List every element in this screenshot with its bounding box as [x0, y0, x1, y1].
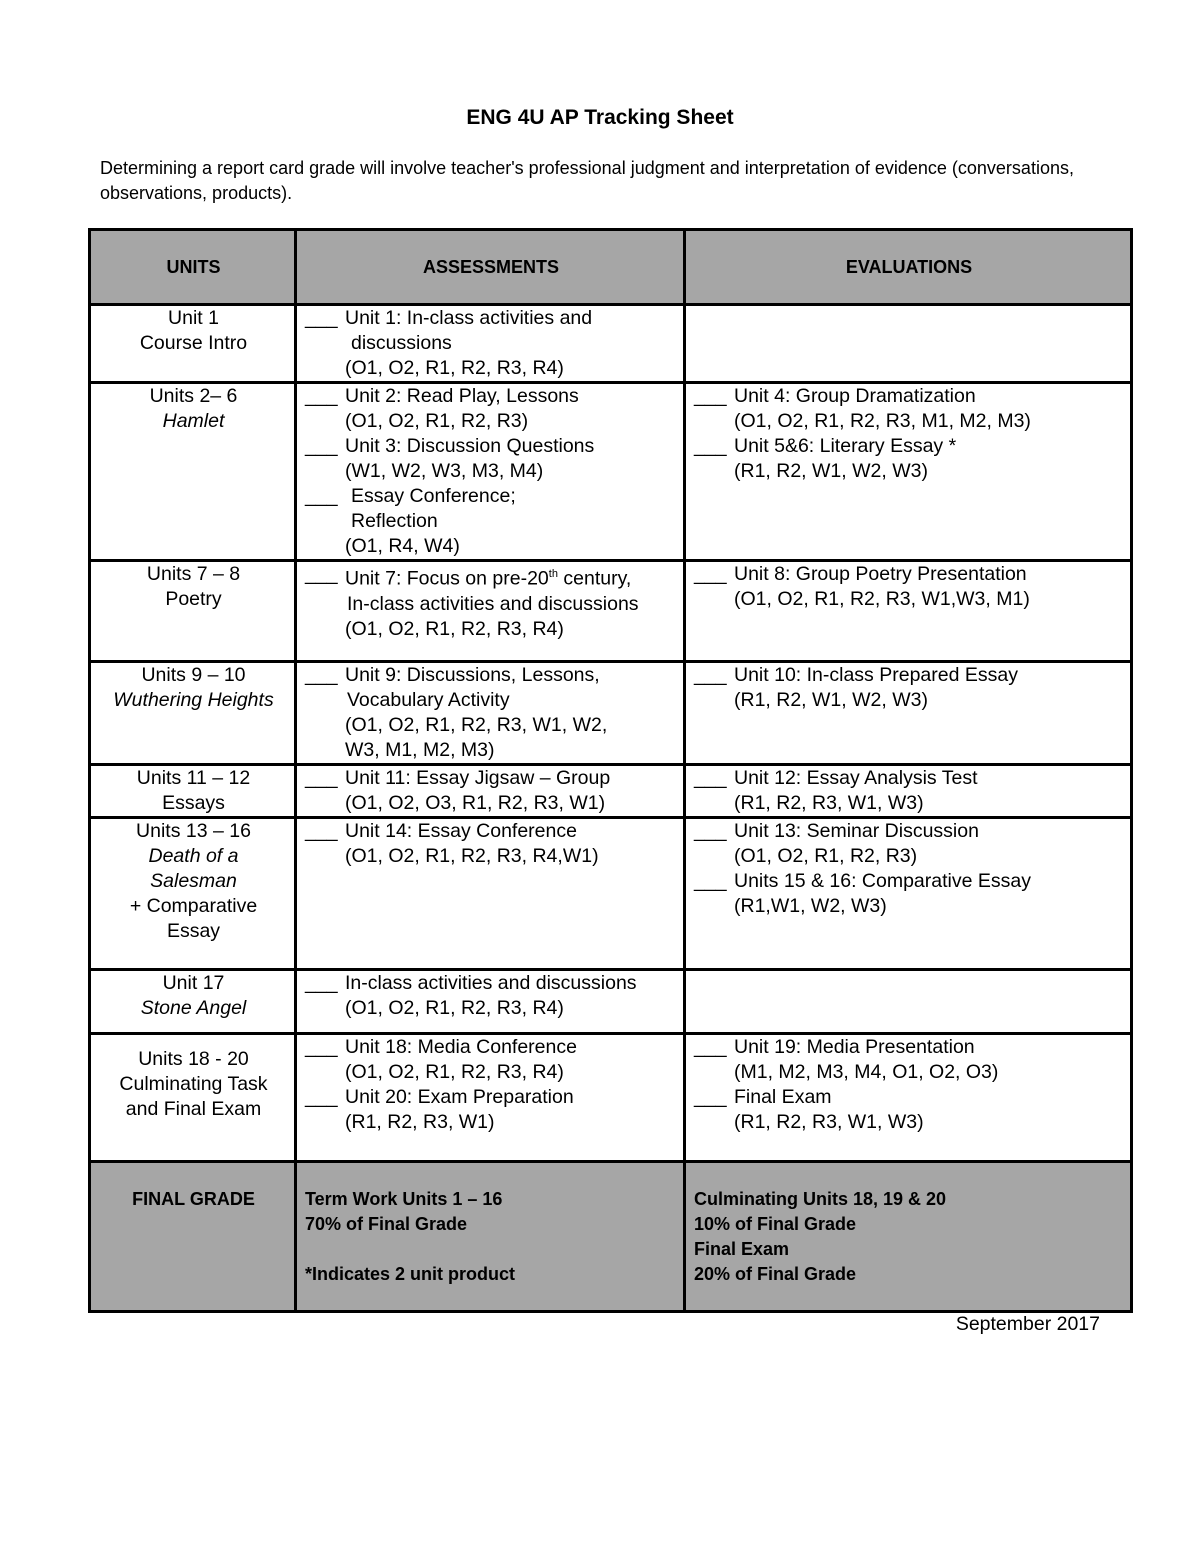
item-codes: (O1, O2, R1, R2, R3, R4,W1): [345, 845, 599, 867]
evaluation-cell: [685, 970, 1132, 1034]
checkbox-blank[interactable]: ___: [305, 972, 338, 994]
item-text: Unit 19: Media Presentation: [734, 1036, 975, 1058]
table-row: [90, 305, 1132, 383]
assessment-cell: [296, 383, 685, 561]
unit-topic: + Comparative: [129, 895, 258, 917]
assessment-item: [305, 971, 677, 996]
item-text: Unit 3: Discussion Questions: [345, 435, 595, 457]
document-date: September 2017: [955, 1313, 1100, 1335]
table-row: [90, 1034, 1132, 1162]
unit-topic: Hamlet: [162, 410, 225, 432]
item-text: Unit 8: Group Poetry Presentation: [734, 563, 1027, 585]
item-text: Unit 20: Exam Preparation: [345, 1086, 574, 1108]
table-row: [90, 383, 1132, 561]
checkbox-blank[interactable]: ___: [694, 385, 727, 407]
item-codes: (O1, O2, R1, R2, R3): [734, 845, 918, 867]
evaluation-cell: [685, 561, 1132, 662]
item-text-cont: Reflection: [351, 510, 438, 532]
evaluation-cell: [685, 818, 1132, 970]
unit-cell: [90, 818, 296, 970]
checkbox-blank[interactable]: ___: [305, 563, 338, 585]
item-text: Final Exam: [734, 1086, 832, 1108]
assessment-cell: [296, 662, 685, 765]
item-text: Unit 9: Discussions, Lessons,: [345, 664, 600, 686]
item-codes: (O1, O2, R1, R2, R3, M1, M2, M3): [734, 410, 1031, 432]
checkbox-blank[interactable]: ___: [694, 664, 727, 686]
item-text-cont: In-class activities and discussions: [347, 592, 639, 615]
assessment-item: [305, 306, 677, 331]
item-codes: (O1, O2, R1, R2, R3, R4): [345, 357, 564, 379]
assessment-item: [305, 434, 677, 459]
item-text: Unit 4: Group Dramatization: [734, 385, 976, 407]
item-text: Unit 18: Media Conference: [345, 1036, 577, 1058]
table-row: [90, 970, 1132, 1034]
assessment-item: [305, 663, 677, 688]
checkbox-blank[interactable]: ___: [305, 385, 338, 407]
culminating-title: Culminating Units 18, 19 & 20: [694, 1189, 947, 1209]
unit-topic: Essays: [162, 792, 225, 814]
final-grade-label: FINAL GRADE: [90, 1162, 296, 1312]
checkbox-blank[interactable]: ___: [694, 820, 727, 842]
unit-topic: and Final Exam: [125, 1098, 262, 1120]
item-codes: (R1, R2, R3, W1, W3): [734, 792, 924, 814]
assessment-cell: [296, 561, 685, 662]
unit-label: Unit 17: [162, 972, 225, 994]
item-codes: (R1, R2, R3, W1): [345, 1111, 495, 1133]
evaluation-item: [694, 819, 1124, 844]
evaluation-item: [694, 1035, 1124, 1060]
item-codes: (O1, O2, O3, R1, R2, R3, W1): [345, 792, 606, 814]
item-text: Unit 10: In-class Prepared Essay: [734, 664, 1018, 686]
evaluation-cell: [685, 662, 1132, 765]
unit-topic: Poetry: [165, 588, 222, 610]
checkbox-blank[interactable]: ___: [305, 435, 338, 457]
checkbox-blank[interactable]: ___: [694, 1086, 727, 1108]
unit-topic: Essay: [166, 920, 221, 942]
item-codes: (O1, O2, R1, R2, R3, W1, W2,: [345, 714, 608, 736]
unit-label: Units 11 – 12: [136, 767, 251, 789]
checkbox-blank[interactable]: ___: [305, 664, 338, 686]
header-assessments: ASSESSMENTS: [296, 230, 685, 305]
unit-label: Units 18 - 20: [138, 1048, 249, 1070]
table-row: [90, 662, 1132, 765]
unit-cell: [90, 561, 296, 662]
assessment-item: [305, 1035, 677, 1060]
unit-label: Units 7 – 8: [146, 563, 241, 585]
unit-topic: Stone Angel: [140, 997, 247, 1019]
evaluation-cell: [685, 305, 1132, 383]
header-evaluations: EVALUATIONS: [685, 230, 1132, 305]
intro-paragraph: Determining a report card grade will involve teacher's professional judgment and interpretation of evidence (conversations, observations, products).: [100, 158, 1074, 203]
unit-topic: Course Intro: [139, 332, 248, 354]
unit-cell: [90, 765, 296, 818]
tracking-table: [88, 228, 1133, 1313]
item-codes: (R1, R2, W1, W2, W3): [734, 689, 928, 711]
assessment-cell: [296, 765, 685, 818]
item-text: In-class activities and discussions: [345, 972, 637, 994]
evaluation-item: [694, 562, 1124, 587]
assessment-cell: [296, 970, 685, 1034]
table-row: [90, 818, 1132, 970]
checkbox-blank[interactable]: ___: [694, 435, 727, 457]
assessment-item: [305, 1085, 677, 1110]
evaluation-cell: [685, 383, 1132, 561]
culminating-cell: [685, 1162, 1132, 1312]
item-text: Unit 7: Focus on pre-20th century,: [345, 567, 632, 590]
assessment-item: [305, 819, 677, 844]
item-text-cont: Vocabulary Activity: [347, 689, 510, 711]
item-codes: (R1,W1, W2, W3): [734, 895, 887, 917]
checkbox-blank[interactable]: ___: [305, 1036, 338, 1058]
item-text: Unit 11: Essay Jigsaw – Group: [345, 767, 611, 789]
unit-cell: [90, 1034, 296, 1162]
item-codes: (O1, O2, R1, R2, R3, R4): [345, 617, 564, 640]
assessment-item: [305, 384, 677, 409]
table-row: [90, 765, 1132, 818]
unit-cell: [90, 662, 296, 765]
term-work-title: Term Work Units 1 – 16: [305, 1189, 503, 1209]
checkbox-blank[interactable]: ___: [305, 767, 338, 789]
evaluation-item: [694, 384, 1124, 409]
item-codes: (O1, R4, W4): [345, 535, 460, 557]
term-work-cell: [296, 1162, 685, 1312]
evaluation-cell: [685, 1034, 1132, 1162]
table-row: [90, 561, 1132, 662]
item-codes: (O1, O2, R1, R2, R3, R4): [345, 1061, 564, 1083]
header-row: [90, 230, 1132, 305]
evaluation-item: [694, 869, 1124, 894]
checkbox-blank[interactable]: ___: [694, 767, 727, 789]
unit-cell: [90, 305, 296, 383]
assessment-item: [305, 562, 677, 592]
evaluation-item: [694, 663, 1124, 688]
unit-cell: [90, 970, 296, 1034]
assessment-cell: [296, 1034, 685, 1162]
unit-label: Unit 1: [168, 307, 219, 329]
final-exam-weight: 20% of Final Grade: [694, 1264, 857, 1284]
item-text: Unit 1: In-class activities and: [345, 307, 593, 329]
item-text: Unit 13: Seminar Discussion: [734, 820, 979, 842]
final-exam-title: Final Exam: [694, 1239, 790, 1259]
item-text: Units 15 & 16: Comparative Essay: [734, 870, 1031, 892]
assessment-item: [305, 484, 677, 509]
item-codes: (W1, W2, W3, M3, M4): [345, 460, 544, 482]
term-work-weight: 70% of Final Grade: [305, 1214, 468, 1234]
item-codes: (O1, O2, R1, R2, R3, W1,W3, M1): [734, 588, 1030, 610]
final-grade-row: [90, 1162, 1132, 1312]
unit-label: Units 9 – 10: [141, 664, 246, 686]
unit-label: Units 13 – 16: [136, 820, 251, 842]
checkbox-blank[interactable]: ___: [305, 820, 338, 842]
checkbox-blank[interactable]: ___: [694, 870, 727, 892]
term-work-note: *Indicates 2 unit product: [305, 1264, 516, 1284]
item-codes: (R1, R2, W1, W2, W3): [734, 460, 928, 482]
item-codes: (R1, R2, R3, W1, W3): [734, 1111, 924, 1133]
item-codes: (M1, M2, M3, M4, O1, O2, O3): [734, 1061, 999, 1083]
assessment-item: [305, 766, 677, 791]
culminating-weight: 10% of Final Grade: [694, 1214, 857, 1234]
evaluation-item: [694, 434, 1124, 459]
item-text: Unit 2: Read Play, Lessons: [345, 385, 579, 407]
item-codes: (O1, O2, R1, R2, R3): [345, 410, 529, 432]
header-units: UNITS: [90, 230, 296, 305]
item-codes: W3, M1, M2, M3): [345, 739, 495, 761]
unit-topic: Salesman: [150, 870, 237, 892]
assessment-cell: [296, 818, 685, 970]
assessment-cell: [296, 305, 685, 383]
item-text: Unit 5&6: Literary Essay *: [734, 435, 957, 457]
item-text: Essay Conference;: [351, 485, 516, 507]
item-codes: (O1, O2, R1, R2, R3, R4): [345, 997, 564, 1019]
checkbox-blank[interactable]: ___: [694, 563, 727, 585]
checkbox-blank[interactable]: ___: [305, 307, 338, 329]
item-text: Unit 14: Essay Conference: [345, 820, 577, 842]
checkbox-blank[interactable]: ___: [305, 485, 338, 507]
item-text: Unit 12: Essay Analysis Test: [734, 767, 978, 789]
unit-label: Units 2– 6: [149, 385, 238, 407]
page-title: ENG 4U AP Tracking Sheet: [466, 106, 734, 129]
checkbox-blank[interactable]: ___: [694, 1036, 727, 1058]
evaluation-item: [694, 1085, 1124, 1110]
unit-topic: Culminating Task: [119, 1073, 268, 1095]
item-text-cont: discussions: [351, 332, 452, 354]
checkbox-blank[interactable]: ___: [305, 1086, 338, 1108]
unit-topic: Death of a: [148, 845, 239, 867]
unit-cell: [90, 383, 296, 561]
evaluation-item: [694, 766, 1124, 791]
evaluation-cell: [685, 765, 1132, 818]
unit-topic: Wuthering Heights: [113, 689, 274, 711]
